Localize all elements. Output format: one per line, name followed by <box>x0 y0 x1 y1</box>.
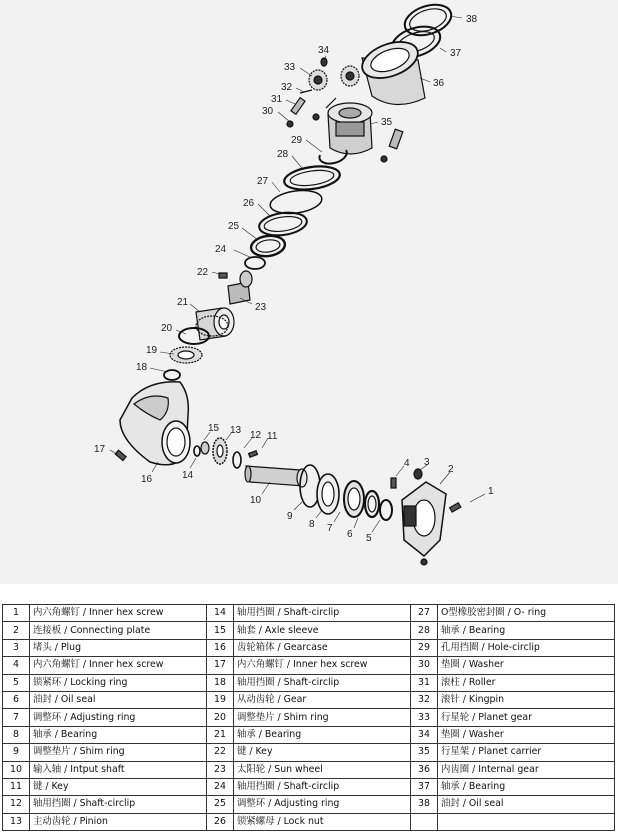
bearing-28 <box>283 163 342 193</box>
part-number: 11 <box>3 778 30 795</box>
part-number: 9 <box>3 744 30 761</box>
key-11 <box>249 451 258 457</box>
callout-18: 18 <box>136 362 148 373</box>
callout-3: 3 <box>424 457 430 468</box>
oil-seal-6 <box>365 491 379 517</box>
part-name: 从动齿轮 / Gear <box>234 691 411 708</box>
pinion-13 <box>213 438 227 464</box>
adjusting-ring-25 <box>250 234 286 259</box>
callout-6: 6 <box>347 529 353 540</box>
callout-35: 35 <box>381 117 393 128</box>
part-name: 滚针 / Kingpin <box>438 691 615 708</box>
empty-cell <box>411 813 438 830</box>
gearcase-16 <box>120 382 190 465</box>
part-number: 18 <box>207 674 234 691</box>
shaft-circlip-24 <box>245 257 265 269</box>
sun-wheel-23 <box>228 271 252 304</box>
bearing-21 <box>196 308 234 340</box>
part-name: 轴用挡圈 / Shaft-circlip <box>234 674 411 691</box>
table-row <box>3 639 615 656</box>
part-name: 行星架 / Planet carrier <box>438 744 615 761</box>
callout-7: 7 <box>327 523 333 534</box>
table-row <box>3 761 615 778</box>
table-row <box>3 709 615 726</box>
part-name: 太阳轮 / Sun wheel <box>234 761 411 778</box>
part-name: 轴用挡圈 / Shaft-circlip <box>234 778 411 795</box>
lock-nut-26 <box>258 210 309 238</box>
part-number: 32 <box>411 691 438 708</box>
callout-29: 29 <box>291 135 303 146</box>
part-number: 13 <box>3 813 30 830</box>
table-row <box>3 813 615 830</box>
callout-24: 24 <box>215 244 227 255</box>
part-number: 6 <box>3 691 30 708</box>
part-name: 齿轮箱体 / Gearcase <box>234 639 411 656</box>
part-number: 36 <box>411 761 438 778</box>
bearing-8 <box>317 474 339 514</box>
part-number: 38 <box>411 796 438 813</box>
part-number: 10 <box>3 761 30 778</box>
part-number: 28 <box>411 622 438 639</box>
table-row <box>3 622 615 639</box>
internal-gear-36 <box>357 35 425 104</box>
part-name: 堵头 / Plug <box>30 639 207 656</box>
callout-14: 14 <box>182 470 194 481</box>
callout-15: 15 <box>208 423 220 434</box>
callout-36: 36 <box>433 78 445 89</box>
callout-9: 9 <box>287 511 293 522</box>
plug-3 <box>414 469 422 479</box>
shaft-circlip-12 <box>233 452 241 468</box>
part-name: 轴承 / Bearing <box>438 622 615 639</box>
part-name: 内六角螺钉 / Inner hex screw <box>30 657 207 674</box>
part-name: 油封 / Oil seal <box>30 691 207 708</box>
shaft-circlip-14 <box>194 446 200 456</box>
callout-labels <box>94 14 494 544</box>
part-number: 19 <box>207 691 234 708</box>
roller-31 <box>291 98 305 115</box>
part-name: 垫圈 / Washer <box>438 657 615 674</box>
part-number: 1 <box>3 605 30 622</box>
callout-38: 38 <box>466 14 478 25</box>
part-number: 33 <box>411 709 438 726</box>
callout-13: 13 <box>230 425 242 436</box>
callout-4: 4 <box>404 458 410 469</box>
part-number: 7 <box>3 709 30 726</box>
callout-19: 19 <box>146 345 158 356</box>
part-name: 调整垫片 / Shim ring <box>30 744 207 761</box>
callout-25: 25 <box>228 221 240 232</box>
part-number: 29 <box>411 639 438 656</box>
table-row <box>3 691 615 708</box>
part-name: 主动齿轮 / Pinion <box>30 813 207 830</box>
part-number: 20 <box>207 709 234 726</box>
inner-hex-screw-17 <box>115 450 126 460</box>
part-name: 内齿圈 / Internal gear <box>438 761 615 778</box>
planet-gear-33 <box>309 66 359 90</box>
part-name: 键 / Key <box>30 778 207 795</box>
adjusting-ring-7 <box>344 481 364 517</box>
table-row <box>3 657 615 674</box>
callout-12: 12 <box>250 430 262 441</box>
part-name: 轴承 / Bearing <box>234 726 411 743</box>
part-number: 35 <box>411 744 438 761</box>
part-number: 25 <box>207 796 234 813</box>
callout-2: 2 <box>448 464 454 475</box>
part-name: 输入轴 / Intput shaft <box>30 761 207 778</box>
part-name: 轴承 / Bearing <box>438 778 615 795</box>
part-name: 轴承 / Bearing <box>30 726 207 743</box>
callout-1: 1 <box>488 486 494 497</box>
part-name: 内六角螺钉 / Inner hex screw <box>30 605 207 622</box>
part-number: 37 <box>411 778 438 795</box>
callout-21: 21 <box>177 297 189 308</box>
connecting-plate-2 <box>402 482 446 565</box>
empty-cell <box>438 813 615 830</box>
callout-17: 17 <box>94 444 106 455</box>
part-number: 23 <box>207 761 234 778</box>
o-ring-27 <box>269 187 324 216</box>
callout-33: 33 <box>284 62 296 73</box>
part-number: 3 <box>3 639 30 656</box>
part-name: 行星轮 / Planet gear <box>438 709 615 726</box>
table-row <box>3 605 615 622</box>
table-row <box>3 726 615 743</box>
table-row <box>3 744 615 761</box>
part-number: 2 <box>3 622 30 639</box>
part-name: 锁紧环 / Locking ring <box>30 674 207 691</box>
callout-23: 23 <box>255 302 267 313</box>
part-number: 15 <box>207 622 234 639</box>
part-name: 孔用挡圈 / Hole-circlip <box>438 639 615 656</box>
table-row <box>3 778 615 795</box>
axle-sleeve-15 <box>201 442 209 454</box>
part-name: 锁紧螺母 / Lock nut <box>234 813 411 830</box>
part-name: 油封 / Oil seal <box>438 796 615 813</box>
part-number: 12 <box>3 796 30 813</box>
part-name: 调整垫片 / Shim ring <box>234 709 411 726</box>
table-row <box>3 796 615 813</box>
input-shaft-10 <box>245 466 307 487</box>
part-number: 16 <box>207 639 234 656</box>
part-number: 30 <box>411 657 438 674</box>
part-name: 轴套 / Axle sleeve <box>234 622 411 639</box>
part-number: 5 <box>3 674 30 691</box>
kingpin-32 <box>300 90 336 108</box>
part-name: 内六角螺钉 / Inner hex screw <box>234 657 411 674</box>
part-name: 调整环 / Adjusting ring <box>30 709 207 726</box>
part-number: 31 <box>411 674 438 691</box>
key-22 <box>219 273 227 278</box>
washer-34 <box>321 58 327 66</box>
part-number: 26 <box>207 813 234 830</box>
locking-ring-5 <box>380 500 392 520</box>
part-number: 4 <box>3 657 30 674</box>
callout-27: 27 <box>257 176 269 187</box>
parts-list-table <box>2 604 615 831</box>
part-number: 8 <box>3 726 30 743</box>
part-name: 垫圈 / Washer <box>438 726 615 743</box>
callout-20: 20 <box>161 323 173 334</box>
callout-22: 22 <box>197 267 209 278</box>
callout-34: 34 <box>318 45 330 56</box>
callout-28: 28 <box>277 149 289 160</box>
callout-16: 16 <box>141 474 153 485</box>
callout-31: 31 <box>271 94 283 105</box>
part-name: O型橡胶密封圈 / O- ring <box>438 605 615 622</box>
planet-carrier-35 <box>328 103 372 154</box>
part-name: 滚柱 / Roller <box>438 674 615 691</box>
part-number: 24 <box>207 778 234 795</box>
part-number: 14 <box>207 605 234 622</box>
inner-hex-screw-1 <box>450 503 461 512</box>
part-number: 34 <box>411 726 438 743</box>
callout-37: 37 <box>450 48 462 59</box>
part-number: 27 <box>411 605 438 622</box>
callout-11: 11 <box>267 431 278 442</box>
part-number: 17 <box>207 657 234 674</box>
part-name: 轴用挡圈 / Shaft-circlip <box>234 605 411 622</box>
part-name: 连接板 / Connecting plate <box>30 622 207 639</box>
callout-32: 32 <box>281 82 293 93</box>
part-number: 21 <box>207 726 234 743</box>
callout-30: 30 <box>262 106 274 117</box>
callout-26: 26 <box>243 198 255 209</box>
part-name: 轴用挡圈 / Shaft-circlip <box>30 796 207 813</box>
callout-5: 5 <box>366 533 372 544</box>
callout-8: 8 <box>309 519 315 530</box>
part-number: 22 <box>207 744 234 761</box>
part-name: 调整环 / Adjusting ring <box>234 796 411 813</box>
table-row <box>3 674 615 691</box>
callout-10: 10 <box>250 495 262 506</box>
part-name: 键 / Key <box>234 744 411 761</box>
gear-19 <box>170 347 202 363</box>
inner-hex-screw-4 <box>391 478 396 488</box>
